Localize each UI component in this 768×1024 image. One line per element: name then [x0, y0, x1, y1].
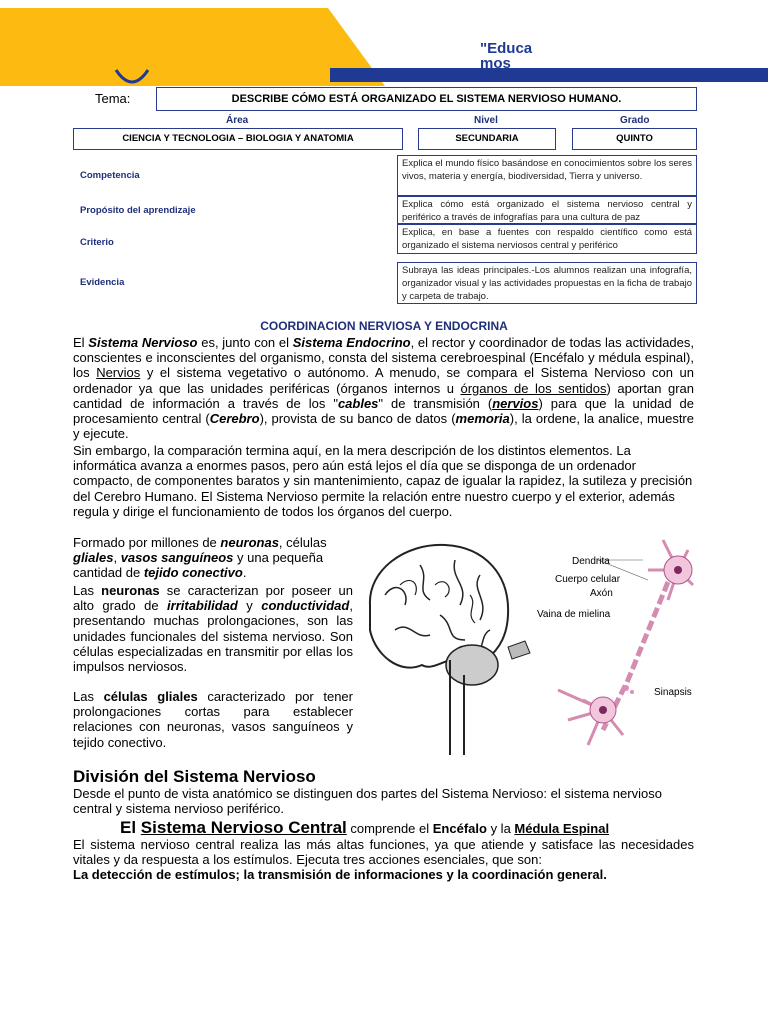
grado-label: Grado — [620, 115, 650, 126]
brand-line-1: "Educa — [480, 40, 533, 57]
label-cuerpo-celular: Cuerpo celular — [555, 574, 621, 585]
criterio-text: Explica, en base a fuentes con respaldo científico como está organizado el sistema nerviosos central y periférico — [397, 224, 697, 254]
central-bold-line: La detección de estímulos; la transmisión de informaciones y la coordinación general. — [73, 867, 607, 882]
link-nervios[interactable]: Nervios — [96, 365, 141, 381]
section-title: COORDINACION NERVIOSA Y ENDOCRINA — [260, 319, 508, 333]
tema-value: DESCRIBE CÓMO ESTÁ ORGANIZADO EL SISTEMA NERVIOSO HUMANO. — [156, 87, 697, 111]
paragraph-comparison: Sin embargo, la comparación termina aquí, en la mera descripción de los distintos elementos. La informática avanza a enormes pasos, pero aún está lejos el día que se disponga de un ordenador compacto, de componentes baratos y sin mantenimiento, capaz de igualar la rapidez, la sutileza y precisión del Cerebro Humano. El Sistema Nervioso permite la relación entre nuestro cuerpo y el exterior, además regula y dirige el funcionamiento de todos los órganos del cuerpo. — [73, 443, 693, 519]
proposito-label: Propósito del aprendizaje — [80, 205, 196, 216]
area-label: Área — [226, 115, 249, 126]
label-axon: Axón — [590, 588, 613, 599]
area-value: CIENCIA Y TECNOLOGIA – BIOLOGIA Y ANATOMIA — [73, 128, 403, 150]
nivel-value: SECUNDARIA — [418, 128, 556, 150]
evidencia-text: Subraya las ideas principales.-Los alumnos realizan una infografía, organizador visual y las actividades propuestas en la ficha de trabajo y carpeta de trabajo. — [397, 262, 697, 304]
paragraph-gliales: Las células gliales caracterizado por tener prolongaciones cortas para establecer relaciones con neuronas, vasos sanguíneos y tejido conectivo. — [73, 689, 353, 750]
term-cables: cables — [337, 395, 379, 411]
criterio-label: Criterio — [80, 237, 114, 248]
tema-label: Tema: — [95, 91, 131, 106]
competencia-text: Explica el mundo físico basándose en conocimientos sobre los seres vivos, materia y energía, biodiversidad, Tierra y universo. — [397, 155, 697, 196]
school-logo-icon — [112, 68, 152, 90]
brain-illustration — [360, 535, 532, 765]
label-sinapsis: Sinapsis — [654, 687, 692, 698]
term-nervios: nervios — [492, 395, 539, 411]
proposito-text: Explica cómo está organizado el sistema nervioso central y periférico a través de infografías para una cultura de paz — [397, 196, 697, 224]
term-memoria: memoria — [455, 411, 510, 427]
label-vaina-mielina: Vaina de mielina — [537, 609, 611, 620]
brand-logo-text — [480, 41, 550, 71]
division-heading: División del Sistema Nervioso — [73, 767, 316, 786]
paragraph-formado: Formado por millones de neuronas, células gliales, vasos sanguíneos y una pequeña cantidad de tejido conectivo. — [73, 535, 327, 581]
paragraph-neuronas: Las neuronas se caracterizan por poseer un alto grado de irritabilidad y conductividad, presentando muchas prolongaciones, son las unidades funcionales del sistema nervioso. Son células especializadas en transmitir por ellas los impulsos nerviosos. — [73, 583, 353, 675]
term-cerebro: Cerebro — [209, 411, 260, 427]
evidencia-label: Evidencia — [80, 277, 125, 288]
label-dendrita: Dendrita — [572, 556, 610, 567]
brand-line-2: mos — [480, 55, 511, 72]
link-organos-sentidos[interactable]: órganos de los sentidos — [460, 380, 607, 396]
grado-value: QUINTO — [572, 128, 697, 150]
central-body: El sistema nervioso central realiza las más altas funciones, ya que atiende y satisface las necesidades vitales y da respuesta a los estímulos. Ejecuta tres acciones esenciales, que son: — [73, 837, 694, 868]
competencia-label: Competencia — [80, 170, 140, 181]
paragraph-intro: El Sistema Nervioso es, junto con el Sistema Endocrino, el rector y coordinador de todas las actividades, conscientes e inconscientes del organismo, consta del sistema cerebroespinal (Encéfalo y médula espinal), los Nervios y el sistema vegetativo o autónomo. A menudo, se compara el Sistema Nervioso con un ordenador ya que las unidades periféricas (órganos internos u órganos de los sentidos) aportan gran cantidad de información a través de los "cables" de transmisión (nervios) para que la unidad de procesamiento central (Cerebro), provista de su banco de datos (memoria), la ordene, la analice, muestre y ejecute. — [73, 335, 694, 442]
central-heading: El Sistema Nervioso Central comprende el Encéfalo y la Médula Espinal — [120, 818, 610, 837]
division-text: Desde el punto de vista anatómico se distinguen dos partes del Sistema Nervioso: el sistema nervioso central y sistema nervioso periférico. — [73, 786, 662, 817]
term-sistema-nervioso: Sistema Nervioso — [88, 335, 198, 350]
central-title: Sistema Nervioso Central — [140, 818, 347, 837]
nivel-label: Nivel — [474, 115, 498, 126]
term-sistema-endocrino: Sistema Endocrino — [292, 335, 411, 350]
neuron-illustration — [528, 530, 698, 770]
